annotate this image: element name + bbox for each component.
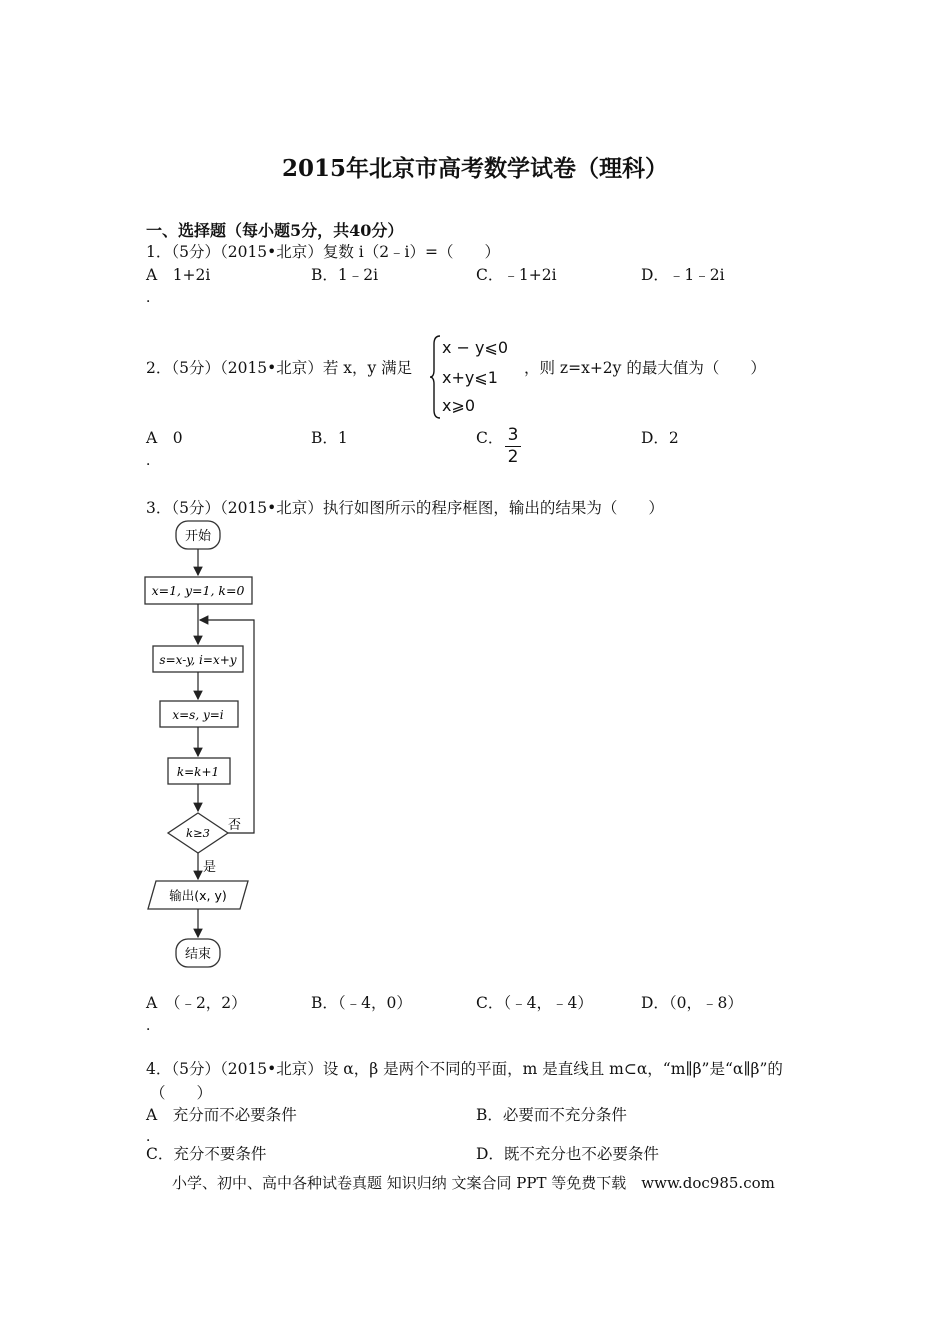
- q2-option-b: B．1: [311, 429, 348, 447]
- flow-start-label: 开始: [184, 529, 212, 544]
- q4-option-c: C．充分不要条件: [146, 1145, 267, 1163]
- q3-option-a-dot: ．: [146, 1018, 160, 1034]
- q3-stem: 3．（5分）（2015•北京）执行如图所示的程序框图，输出的结果为（ ）: [146, 499, 664, 517]
- fraction-numerator: 3: [507, 425, 519, 445]
- page-title: 2015年北京市高考数学试卷（理科）: [281, 155, 668, 182]
- q1-option-a-dot: ．: [146, 290, 160, 306]
- q3-option-c: C．（﹣4，﹣4）: [476, 994, 593, 1012]
- fraction-denominator: 2: [507, 447, 519, 467]
- q3-option-b: B．（﹣4，0）: [311, 994, 412, 1012]
- q4-option-b: B．必要而不充分条件: [476, 1106, 627, 1124]
- q2-option-c: C．: [476, 429, 504, 447]
- q2-constraint-1: x − y⩽0: [442, 338, 509, 357]
- q1-option-b: B．1﹣2i: [311, 266, 379, 284]
- q2-option-d: D．2: [641, 429, 679, 447]
- section-heading: 一、选择题（每小题5分，共40分）: [146, 221, 404, 240]
- flow-yes-label: 是: [203, 860, 217, 875]
- flow-step-1-label: s=x-y, i=x+y: [159, 653, 237, 667]
- left-brace-icon: [430, 334, 442, 420]
- q2-stem-prefix: 2．（5分）（2015•北京）若 x，y 满足: [146, 359, 413, 377]
- q2-constraint-system: [432, 334, 522, 422]
- q4-option-d: D．既不充分也不必要条件: [476, 1145, 659, 1163]
- flow-output-label: 输出(x, y): [169, 888, 227, 903]
- q3-option-a: A （﹣2，2）: [146, 994, 247, 1012]
- q2-option-a: A 0: [146, 429, 183, 447]
- q2-stem-suffix: ，则 z=x+2y 的最大值为（ ）: [524, 359, 766, 377]
- flow-init-label: x=1, y=1, k=0: [151, 583, 245, 598]
- q2-option-a-dot: ．: [146, 453, 160, 469]
- program-flowchart: [140, 515, 270, 975]
- q2-constraint-3: x⩾0: [442, 396, 476, 415]
- flow-step-2-label: x=s, y=i: [172, 708, 224, 722]
- q2-option-c-fraction: [505, 426, 521, 467]
- q3-option-d: D．（0，﹣8）: [641, 994, 743, 1012]
- q1-option-c: C．﹣1+2i: [476, 266, 557, 284]
- q1-option-a: A 1+2i: [146, 266, 211, 284]
- flow-end-label: 结束: [184, 947, 212, 962]
- flow-decision-label: k≥3: [186, 826, 210, 840]
- q1-option-d: D．﹣1﹣2i: [641, 266, 725, 284]
- flow-no-label: 否: [228, 818, 242, 833]
- q4-option-a: A 充分而不必要条件: [146, 1106, 297, 1124]
- q4-stem: 4．（5分）（2015•北京）设 α，β 是两个不同的平面，m 是直线且 m⊂α，“m∥β”是“α∥β”的: [146, 1060, 783, 1078]
- q4-option-a-dot: ．: [146, 1129, 160, 1145]
- q4-stem-bracket: （ ）: [150, 1084, 213, 1102]
- q1-stem: 1．（5分）（2015•北京）复数 i（2﹣i）=（ ）: [146, 243, 501, 261]
- flow-step-3-label: k=k+1: [176, 765, 220, 779]
- footer-download-note: 小学、初中、高中各种试卷真题 知识归纳 文案合同 PPT 等免费下载 www.doc985.com: [172, 1174, 775, 1192]
- q2-constraint-2: x+y⩽1: [442, 368, 498, 387]
